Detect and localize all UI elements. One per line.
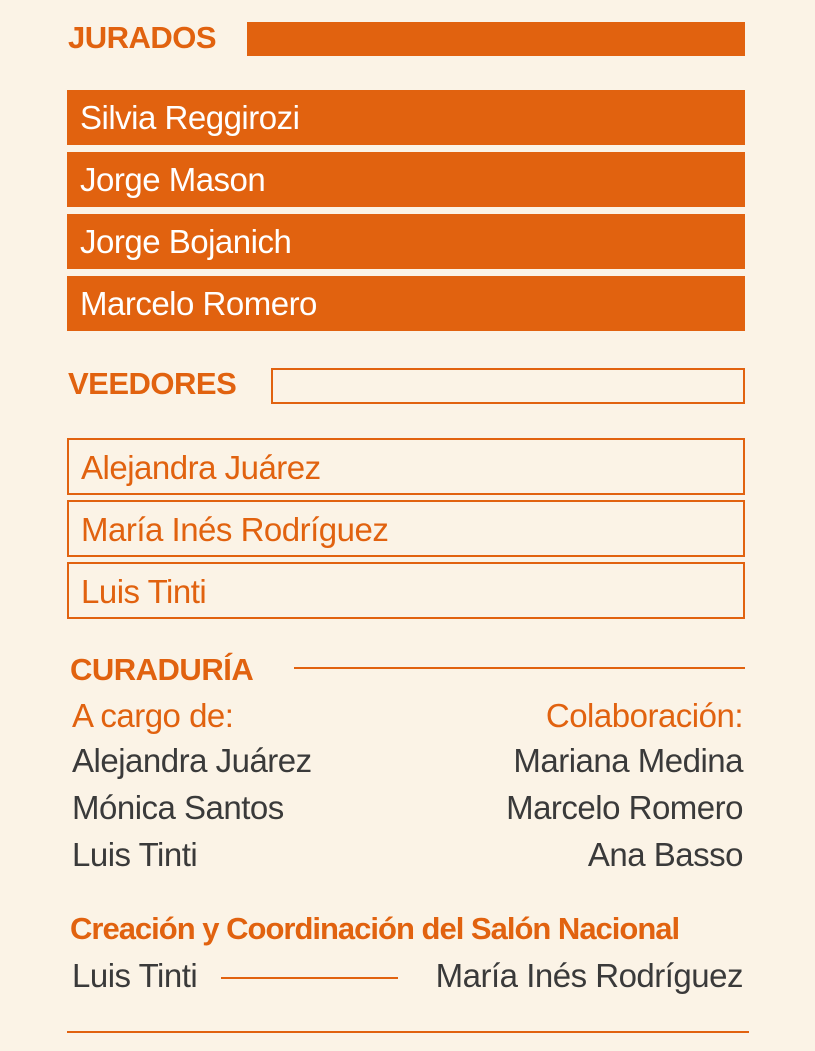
jurado-item: Silvia Reggirozi (67, 90, 745, 145)
creacion-connector-rule (221, 977, 398, 979)
curaduria-left-label: A cargo de: (72, 697, 234, 734)
curaduria-right-name: Mariana Medina (513, 742, 743, 779)
creacion-heading: Creación y Coordinación del Salón Nacional (70, 911, 680, 946)
veedores-heading: VEEDORES (68, 366, 237, 401)
veedor-item: María Inés Rodríguez (67, 500, 745, 557)
curaduria-left-name: Mónica Santos (72, 789, 284, 826)
curaduria-heading: CURADURÍA (70, 652, 254, 687)
veedores-heading-bar (271, 368, 745, 404)
curaduria-left-name: Alejandra Juárez (72, 742, 312, 779)
footer-rule (67, 1031, 749, 1033)
jurado-item: Jorge Bojanich (67, 214, 745, 269)
veedor-item: Luis Tinti (67, 562, 745, 619)
creacion-left-name: Luis Tinti (72, 957, 198, 994)
curaduria-right-name: Ana Basso (587, 836, 743, 873)
curaduria-right-label: Colaboración: (545, 697, 743, 734)
jurados-heading: JURADOS (68, 20, 217, 55)
curaduria-left-name: Luis Tinti (72, 836, 198, 873)
jurado-item: Marcelo Romero (67, 276, 745, 331)
creacion-right-name: María Inés Rodríguez (435, 957, 743, 994)
curaduria-right-name: Marcelo Romero (506, 789, 743, 826)
jurado-item: Jorge Mason (67, 152, 745, 207)
curaduria-rule (294, 667, 745, 669)
jurados-heading-bar (247, 22, 745, 56)
veedor-item: Alejandra Juárez (67, 438, 745, 495)
